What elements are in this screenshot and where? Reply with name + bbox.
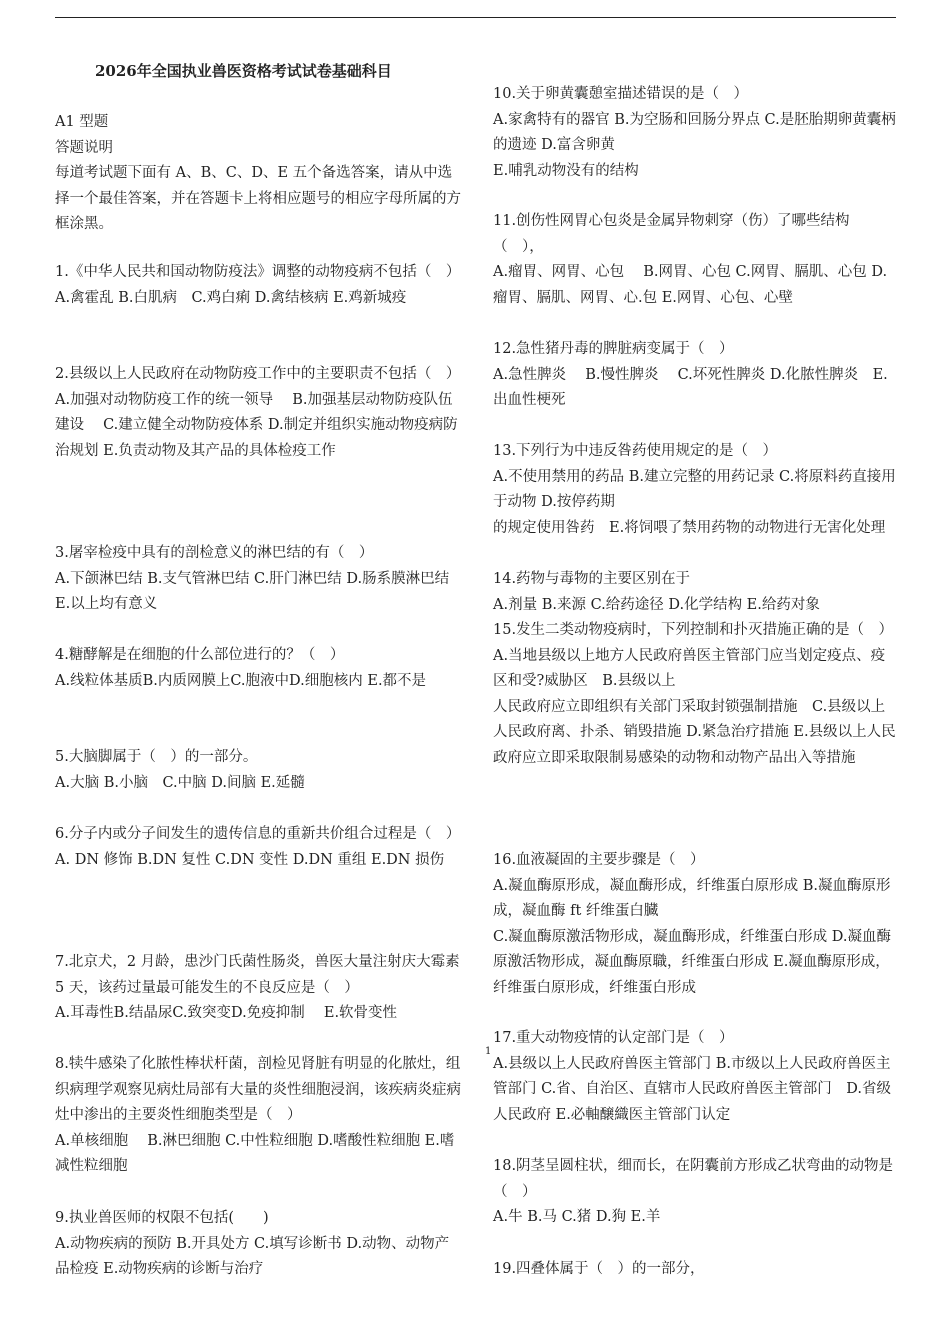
question-text: 16.血液凝固的主要步骤是（ ）: [493, 852, 705, 868]
question-17: [493, 1026, 899, 1128]
question-19: [493, 1257, 899, 1283]
question-options: A.下颌淋巴结 B.支气管淋巴结 C.肝门淋巴结 D.肠系膜淋巴结 E.以上均有意义: [55, 570, 450, 613]
question-options: A.急性脾炎 B.慢性脾炎 C.坏死性脾炎 D.化脓性脾炎 E.出血性梗死: [493, 366, 888, 409]
question-options: A.线粒体基质B.内质网膜上C.胞液中D.细胞核内 E.都不是: [55, 672, 427, 689]
question-5: [55, 745, 461, 796]
question-text: 17.重大动物疫情的认定部门是（ ）: [493, 1030, 734, 1046]
question-text: 11.创伤性网胃心包炎是金属异物刺穿（伤）了哪些结构（ ），: [493, 213, 850, 255]
question-1: [55, 260, 461, 311]
top-rule: [55, 17, 896, 18]
question-15: [493, 618, 899, 772]
question-text: 5.大脑脚属于（ ）的一部分。: [55, 749, 258, 765]
question-8: [55, 1052, 461, 1180]
question-text: 2.县级以上人民政府在动物防疫工作中的主要职责不包括（ ）: [55, 366, 461, 382]
question-options: A.牛 B.马 C.猪 D.狗 E.羊: [493, 1209, 661, 1226]
question-options: A.家禽特有的器官 B.为空肠和回肠分界点 C.是胚胎期卵黄囊柄的遗迹 D.富含卵黄: [493, 111, 896, 154]
question-text: 4.糖酵解是在细胞的什么部位进行的？（ ）: [55, 647, 345, 663]
question-text: 13.下列行为中违反咎药使用规定的是（ ）: [493, 443, 778, 459]
question-12: [493, 337, 899, 414]
question-3: [55, 541, 461, 618]
question-options: A.县级以上人民政府兽医主管部门 B.市级以上人民政府兽医主管部门 C.省、自治区、直辖市人民政府兽医主管部门 D.省级人民政府 E.必軸醸織医主管部门认定: [493, 1055, 892, 1123]
exam-title: 2026年全国执业兽医资格考试试卷基础科目: [95, 62, 392, 80]
question-text: 12.急性猪丹毒的脾脏病变属于（ ）: [493, 341, 734, 357]
question-text: 1.《中华人民共和国动物防疫法》调整的动物疫病不包括（ ）: [55, 264, 461, 280]
question-options: A.剂量 B.来源 C.给药途径 D.化学结构 E.给药对象: [493, 596, 820, 613]
instructions-text: 每道考试题下面有 A、B、C、D、E 五个备选答案，请从中选择一个最佳答案，并在答题卡上将相应题号的相应字母所属的方框涂黑。: [55, 165, 461, 233]
page-marker: 1: [485, 1046, 492, 1057]
question-text: 19.四叠体属于（ ）的一部分，: [493, 1261, 705, 1277]
question-11: [493, 209, 899, 311]
question-4: [55, 643, 461, 694]
question-text: 10.关于卵黄囊憩室描述错误的是（ ）: [493, 86, 749, 102]
question-text: 9.执业兽医师的权限不包括( ): [55, 1210, 269, 1226]
question-14: [493, 567, 899, 618]
question-16: [493, 848, 899, 1002]
question-10: [493, 82, 899, 184]
question-text: 18.阴茎呈圆柱状，细而长，在阴囊前方形成乙状弯曲的动物是（ ）: [493, 1158, 894, 1200]
question-text: 8.犊牛感染了化脓性棒状杆菌，剖检见肾脏有明显的化脓灶，组织病理学观察见病灶局部有大量的炎性细胞浸润，该疾病炎症病灶中渗出的主要炎性细胞类型是（ ）: [55, 1056, 461, 1124]
instructions-heading: 答题说明: [55, 139, 113, 156]
question-options: A.动物疾病的预防 B.开具处方 C.填写诊断书 D.动物、动物产品检疫 E.动物疾病的诊断与治疗: [55, 1235, 450, 1278]
question-options: A.耳毒性B.结晶尿C.致突变D.免疫抑制 E.软骨变性: [55, 1005, 398, 1022]
question-options: A.瘤胃、网胃、心包 B.网胃、心包 C.网胃、膈肌、心包 D.瘤胃、膈肌、网胃、心.包 E.网胃、心包、心壁: [493, 264, 888, 306]
question-2: [55, 362, 461, 464]
question-options: A.禽霍乱 B.白肌病 C.鸡白痢 D.禽结核病 E.鸡新城疫: [55, 289, 407, 306]
question-text: 3.屠宰检疫中具有的剖检意义的淋巴结的有（ ）: [55, 545, 374, 561]
question-options: A.当地县级以上地方人民政府兽医主管部门应当划定疫点、疫区和受?威胁区 B.县级以上: [493, 647, 886, 690]
question-text: 15.发生二类动物疫病时，下列控制和扑灭措施正确的是（ ）: [493, 622, 894, 638]
instructions: [55, 110, 461, 238]
question-options-cont: 的规定使用咎药 E.将饲喂了禁用药物的动物进行无害化处理: [493, 519, 886, 536]
question-options: A. DN 修饰 B.DN 复性 C.DN 变性 D.DN 重组 E.DN 损伤: [55, 851, 445, 868]
question-options: A.凝血酶原形成，凝血酶形成，纤维蛋白原形成 B.凝血酶原形成，凝血酶 ft 纤维蛋白臓: [493, 877, 891, 920]
question-options: A.不使用禁用的药品 B.建立完整的用药记录 C.将原料药直接用于动物 D.按停药期: [493, 468, 896, 511]
question-18: [493, 1154, 899, 1231]
question-text: 14.药物与毒物的主要区别在于: [493, 571, 691, 587]
question-13: [493, 439, 899, 541]
question-options: A.大脑 B.小脑 C.中脑 D.间脑 E.延髓: [55, 774, 305, 791]
question-9: [55, 1206, 461, 1283]
section-label: A1 型题: [55, 114, 109, 130]
question-6: [55, 822, 461, 873]
question-text: 6.分子内或分子间发生的遗传信息的重新共价组合过程是（ ）: [55, 826, 461, 842]
question-options: A.加强对动物防疫工作的统一领导 B.加强基层动物防疫队伍建设 C.建立健全动物防疫体系 D.制定并组织实施动物疫病防治规划 E.负责动物及其产品的具体检疫工作: [55, 391, 458, 459]
question-options: A.单核细胞 B.淋巴细胞 C.中性粒细胞 D.嗜酸性粒细胞 E.嗜减性粒细胞: [55, 1132, 455, 1175]
question-options-cont: E.哺乳动物没有的结构: [493, 162, 639, 179]
question-options-cont: C.凝血酶原激活物形成，凝血酶形成，纤维蛋白形成 D.凝血酶原激活物形成，凝血酶原職，纤维蛋白形成 E.凝血酶原形成，纤维蛋白原形成，纤维蛋白形成: [493, 928, 892, 996]
question-7: [55, 950, 461, 1027]
question-options-cont: 人民政府应立即组织有关部门采取封锁强制措施 C.县级以上人民政府离、扑杀、销毁措施 D.紧急治疗措施 E.县级以上人民政府应立即采取限制易感染的动物和动物产品出入等措施: [493, 698, 896, 766]
question-text: 7.北京犬，2 月龄，患沙门氏菌性肠炎，兽医大量注射庆大霉素 5 天，该药过量最可能发生的不良反应是（ ）: [55, 954, 460, 996]
